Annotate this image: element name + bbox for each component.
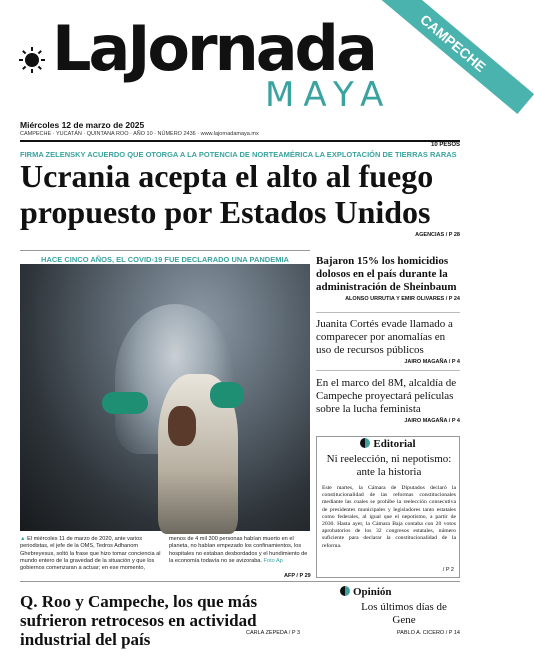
editorial-body: Este martes, la Cámara de Diputados declaró la constitucionalidad de las reformas constitucionales mediante las cuales se prohíbe la reelección consecutiva de presidentes municipales y legisladores tanto estatales como federales, al igual que el nepotismo, a partir de 2030. Hasta ayer, la Cámara Baja contaba con 20 votos aprobatorios de los 32 congresos estatales, número suficiente para declarar la constitucionalidad de la reforma. [322,485,456,549]
side-story-title[interactable]: En el marco del 8M, alcaldía de Campeche proyectará películas sobre la lucha feminista [316,377,457,415]
photo-caption [20,536,310,572]
photo-kicker: HACE CINCO AÑOS, EL COVID-19 FUE DECLARADO UNA PANDEMIA [20,250,310,264]
edition-ribbon [340,0,489,110]
divider [316,312,460,313]
masthead [0,0,489,118]
edition-subline: CAMPECHE · YUCATÁN · QUINTANA ROO · AÑO 10 · NÚMERO 2436 · www.lajornadamaya.mx [20,131,259,137]
caption-text: El miércoles 11 de marzo de 2020, ante varios periodistas, el jefe de la OMS, Tedros Adhanom Ghebreyesus, soltó la frase que hizo tomar conciencia al mundo entero de la gravedad de la situación y que los gobiernos comenzaran a actuar; en ese momento, menos de 4 mil 300 personas habían muerto en el planeta, no habían empezado los confinamientos, los hospitales no estaban desbordados y el hundimiento de la economía todavía no se avizoraba. [20,536,308,572]
logo-main[interactable]: LaJornada [52,12,375,85]
lead-headline[interactable]: Ucrania acepta el alto al fuego propuesto por Estados Unidos [20,158,434,230]
divider [316,370,460,371]
sun-logo-icon [18,46,46,74]
side-story-byline: JAIRO MAGAÑA / P 4 [404,359,460,365]
side-story[interactable] [316,318,460,365]
editorial-header [317,437,459,451]
photo-byline: AFP / P 29 [284,573,311,579]
editorial-label: Editorial [373,438,416,450]
opinion-byline: PABLO A. CICERO / P 14 [396,630,460,636]
editorial-title[interactable]: Ni reelección, ni nepotismo: ante la historia [326,453,452,478]
divider [20,581,460,582]
side-story[interactable] [316,255,460,302]
lead-byline: AGENCIAS / P 28 [415,232,460,238]
side-story-byline: JAIRO MAGAÑA / P 4 [404,418,460,424]
side-story-byline: ALONSO URRUTIA Y EMIR OLIVARES / P 24 [345,296,460,302]
glove-right [210,382,244,408]
photo-credit: Foto Ap [263,557,283,564]
edition-label: CAMPECHE [372,0,534,114]
caption-triangle-icon: ▲ [20,536,28,542]
divider [20,140,460,142]
lead-kicker: FIRMA ZELENSKY ACUERDO QUE OTORGA A LA POTENCIA DE NORTEAMÉRICA LA EXPLOTACIÓN DE TIERRAS RARAS [20,150,457,159]
date: Miércoles 12 de marzo de 2025 [20,120,145,130]
covid-test-photo[interactable] [20,264,310,531]
editorial-byline: / P 2 [442,567,454,573]
editorial-box[interactable] [316,436,460,578]
bottom-byline: CARLA ZEPEDA / P 3 [246,630,301,636]
side-story-title[interactable]: Bajaron 15% los homicidios dolosos en el país durante la administración de Sheinbaum [316,255,457,293]
section-dot-icon [360,438,370,448]
side-story[interactable] [316,377,460,424]
section-dot-icon [340,586,350,596]
glove-left [102,392,148,414]
price: 10 PESOS [430,142,460,148]
bottom-headline[interactable]: Q. Roo y Campeche, los que más sufrieron retrocesos en actividad industrial del país [20,592,258,649]
opinion-label: Opinión [353,586,392,598]
opinion-title[interactable]: Los últimos días de Gene [361,601,447,626]
logo-sub: MAYA [265,75,393,115]
opinion-header [340,586,392,598]
patient-face [168,406,196,446]
side-story-title[interactable]: Juanita Cortés evade llamado a comparecer por anomalías en uso de recursos públicos [316,318,453,356]
